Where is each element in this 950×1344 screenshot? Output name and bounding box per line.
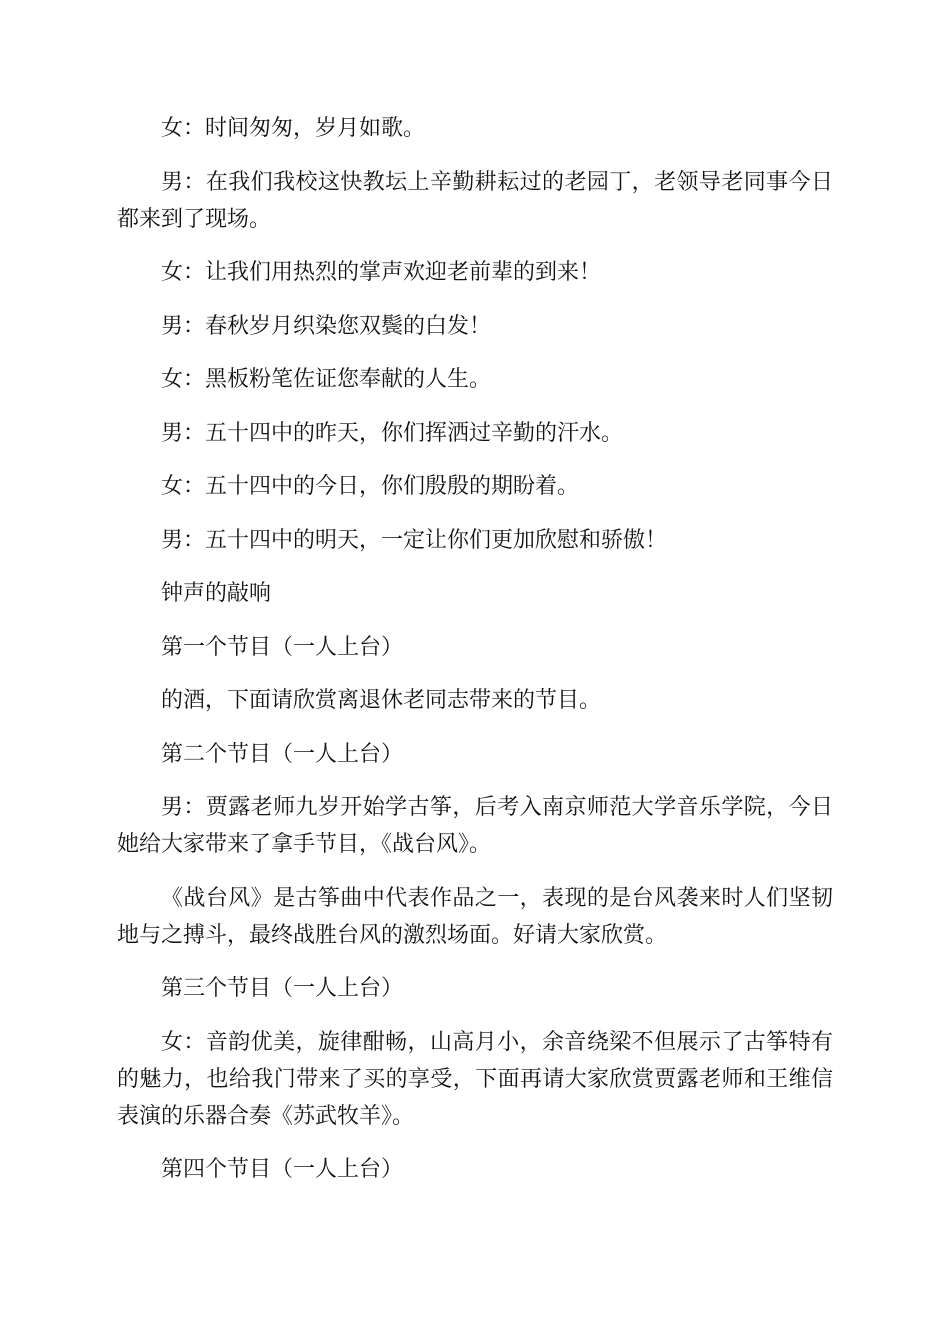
paragraph-15: 第三个节目（一人上台）	[161, 976, 404, 1001]
document-body	[117, 110, 833, 1205]
paragraph-6: 男：五十四中的昨天，你们挥洒过辛勤的汗水。	[161, 420, 624, 446]
paragraph-5: 女：黑板粉笔佐证您奉献的人生。	[161, 367, 492, 392]
paragraph-4: 男：春秋岁月织染您双鬓的白发！	[161, 313, 492, 339]
paragraph-9: 钟声的敲响	[161, 581, 272, 606]
paragraph-17: 第四个节目（一人上台）	[161, 1157, 404, 1182]
paragraph-12: 第二个节目（一人上台）	[161, 741, 404, 767]
paragraph-7: 女：五十四中的今日，你们殷殷的期盼着。	[161, 474, 580, 499]
paragraph-14: 《战台风》是古筝曲中代表作品之一，表现的是台风袭来时人们坚韧地与之搏斗，最终战胜台风的激烈场面。好请大家欣赏。	[117, 885, 833, 948]
paragraph-16: 女：音韵优美，旋律酣畅，山高月小，余音绕梁不但展示了古筝特有的魅力，也给我门带来了买的享受，下面再请大家欣赏贾露老师和王维信表演的乐器合奏《苏武牧羊》。	[117, 1029, 833, 1129]
paragraph-10: 第一个节目（一人上台）	[161, 634, 404, 660]
paragraph-2: 男：在我们我校这快教坛上辛勤耕耘过的老园丁，老领导老同事今日都来到了现场。	[117, 169, 833, 232]
paragraph-13: 男：贾露老师九岁开始学古筝，后考入南京师范大学音乐学院，今日她给大家带来了拿手节目，《战台风》。	[117, 795, 833, 857]
paragraph-3: 女：让我们用热烈的掌声欢迎老前辈的到来！	[161, 260, 602, 285]
paragraph-8: 男：五十四中的明天，一定让你们更加欣慰和骄傲！	[161, 527, 668, 553]
paragraph-1: 女：时间匆匆，岁月如歌。	[161, 116, 426, 141]
paragraph-11: 的酒，下面请欣赏离退休老同志带来的节目。	[161, 688, 602, 713]
